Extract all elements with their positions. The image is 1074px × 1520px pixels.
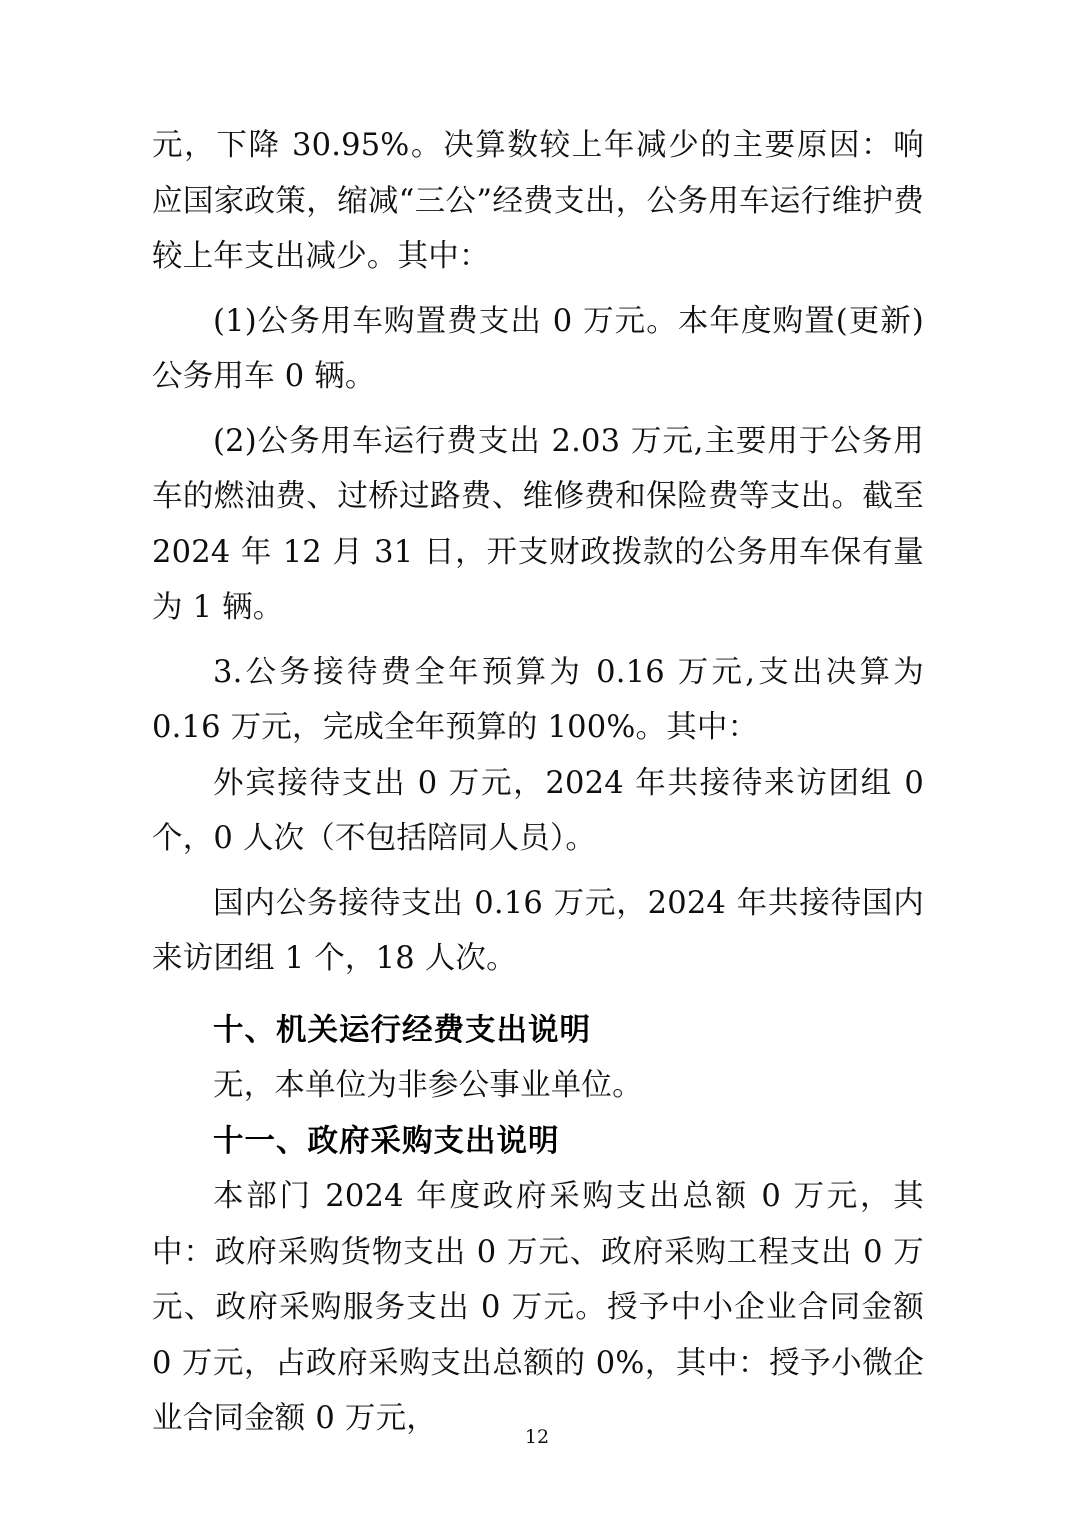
paragraph-foreign-guest-reception: 外宾接待支出 0 万元，2024 年共接待来访团组 0 个，0 人次（不包括陪同人员）。 bbox=[152, 765, 924, 856]
paragraph-hospitality-budget: 3.公务接待费全年预算为 0.16 万元,支出决算为 0.16 万元，完成全年预算的 100%。其中： bbox=[152, 654, 924, 745]
paragraph-vehicle-purchase: (1)公务用车购置费支出 0 万元。本年度购置(更新)公务用车 0 辆。 bbox=[152, 303, 924, 394]
section-heading-ten: 十、机关运行经费支出说明 bbox=[213, 1011, 591, 1048]
paragraph-domestic-reception: 国内公务接待支出 0.16 万元，2024 年共接待国内来访团组 1 个，18 人次。 bbox=[152, 885, 924, 976]
paragraph-agency-operating-expense: 无，本单位为非参公事业单位。 bbox=[213, 1068, 643, 1103]
section-heading-eleven: 十一、政府采购支出说明 bbox=[213, 1122, 560, 1159]
paragraph-continued: 元，下降 30.95%。决算数较上年减少的主要原因：响应国家政策，缩减“三公”经费支出，公务用车运行维护费较上年支出减少。其中： bbox=[152, 128, 924, 274]
page-number: 12 bbox=[524, 1426, 550, 1448]
paragraph-vehicle-operation: (2)公务用车运行费支出 2.03 万元,主要用于公务用车的燃油费、过桥过路费、维修费和保险费等支出。截至 2024 年 12 月 31 日，开支财政拨款的公务用车保有量为 1 辆。 bbox=[152, 423, 924, 625]
section-spacer bbox=[152, 987, 924, 1003]
paragraph-spacer bbox=[152, 285, 924, 294]
paragraph-spacer bbox=[152, 636, 924, 645]
paragraph-spacer bbox=[152, 867, 924, 876]
paragraph-government-procurement: 本部门 2024 年度政府采购支出总额 0 万元，其中：政府采购货物支出 0 万元、政府采购工程支出 0 万元、政府采购服务支出 0 万元。授予中小企业合同金额 0 万元，占政府采购支出总额的 0%，其中：授予小微企业合同金额 0 万元， bbox=[152, 1179, 924, 1436]
paragraph-spacer bbox=[152, 405, 924, 414]
